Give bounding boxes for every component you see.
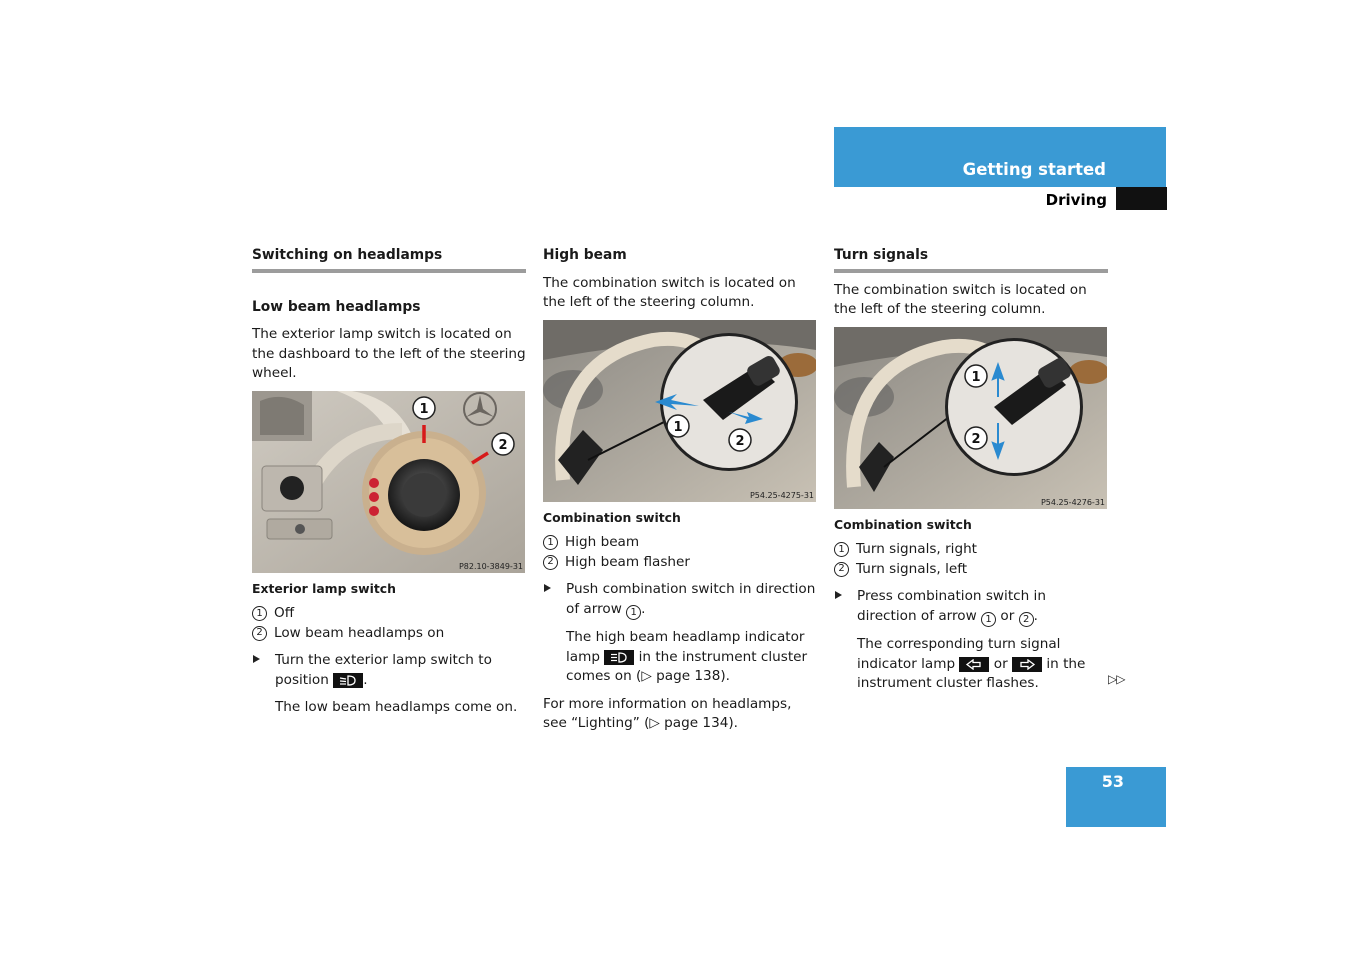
result-text: The corresponding turn signal indicator lamp or in the instrument cluster flashes.	[857, 636, 1086, 691]
image-code: P54.25-4275-31	[749, 490, 814, 500]
column-turn-signals	[834, 246, 1108, 694]
image-caption: Combination switch	[543, 509, 681, 525]
callout-2: 2	[498, 437, 508, 453]
callout-1: 1	[419, 401, 429, 417]
list-item: 2 High beam flasher	[543, 553, 817, 573]
heading-turn-signals: Turn signals	[834, 246, 1108, 273]
intro-text: The combination switch is located on the left of the steering column.	[543, 274, 796, 310]
section-title: Getting started	[962, 160, 1106, 179]
result-text: The low beam headlamps come on.	[275, 699, 518, 715]
image-caption: Combination switch	[834, 516, 972, 532]
bullet-triangle-icon	[544, 584, 551, 592]
list-item: 1 Turn signals, right	[834, 540, 1108, 560]
subheading-low-beam: Low beam headlamps	[252, 298, 421, 315]
combination-switch-turn-signals-image	[834, 327, 1107, 509]
page-number-box	[1066, 767, 1166, 827]
list-item: 1 High beam	[543, 533, 817, 553]
bullet-triangle-icon	[253, 655, 260, 663]
column-high-beam	[543, 246, 817, 734]
result-text: The high beam headlamp indicator lamp in the instrument cluster comes on (▷ page 138).	[566, 629, 808, 684]
image-code: P82.10-3849-31	[458, 561, 523, 571]
turn-signal-left-icon	[959, 657, 989, 672]
section-tab-marker	[1116, 187, 1167, 210]
exterior-lamp-switch-image	[252, 391, 525, 573]
list-item: 2 Low beam headlamps on	[252, 624, 526, 644]
heading-high-beam: High beam	[543, 247, 627, 263]
turn-signal-right-icon	[1012, 657, 1042, 672]
column-headlamps	[252, 246, 526, 718]
combination-switch-high-beam-image	[543, 320, 816, 502]
instruction-step: Press combination switch in direction of arrow 1 or 2 .	[834, 587, 1108, 627]
low-beam-symbol-icon	[333, 673, 363, 688]
image-code: P54.25-4276-31	[1040, 497, 1105, 507]
callout-2: 2	[971, 431, 981, 447]
heading-switching-on-headlamps: Switching on headlamps	[252, 246, 526, 273]
more-info-text: For more information on headlamps, see “Lighting” (▷ page 134).	[543, 695, 792, 731]
bullet-triangle-icon	[835, 591, 842, 599]
continued-marker: ▷▷	[1108, 672, 1125, 686]
callout-2: 2	[735, 433, 745, 449]
instruction-step: Turn the exterior lamp switch to position .	[252, 651, 526, 690]
intro-text: The exterior lamp switch is located on the dashboard to the left of the steering wheel.	[252, 326, 526, 381]
callout-1: 1	[971, 369, 981, 385]
subsection-title: Driving	[1045, 191, 1107, 209]
callout-1: 1	[673, 419, 683, 435]
list-item: 2 Turn signals, left	[834, 560, 1108, 580]
section-header	[834, 127, 1166, 187]
intro-text: The combination switch is located on the left of the steering column.	[834, 281, 1087, 317]
image-caption: Exterior lamp switch	[252, 580, 396, 596]
high-beam-symbol-icon	[604, 650, 634, 665]
instruction-step: Push combination switch in direction of arrow 1 .	[543, 580, 817, 620]
page-number: 53	[1101, 772, 1124, 791]
list-item: 1 Off	[252, 604, 526, 624]
